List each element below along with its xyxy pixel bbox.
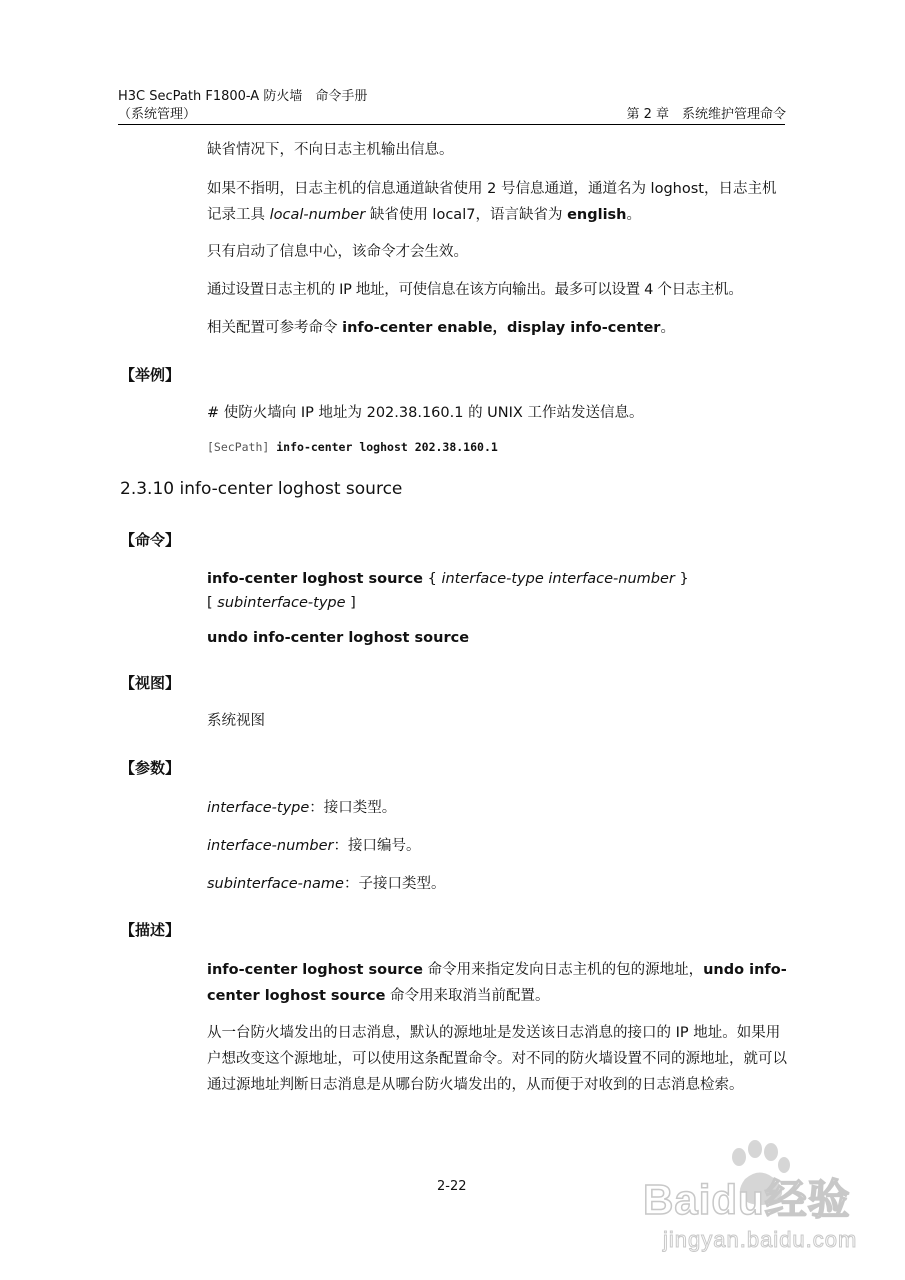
desc-text-a: 命令用来指定发向日志主机的包的源地址， (423, 962, 704, 978)
related-text-a: 相关配置可参考命令 (207, 320, 343, 336)
baidu-watermark (635, 1135, 865, 1260)
command-bracket-open: [ (207, 595, 218, 611)
param-desc: ：接口编号。 (333, 838, 421, 854)
header-part: （系统管理） (118, 107, 197, 122)
view-heading: 【视图】 (120, 674, 181, 692)
paragraph-channel-text-c: 。 (626, 207, 641, 223)
paragraph-channel (207, 176, 787, 228)
paragraph-default: 缺省情况下，不向日志主机输出信息。 (207, 142, 454, 158)
header-chapter: 第 2 章 系统维护管理命令 (626, 107, 786, 122)
paragraph-channel-text-b: 缺省使用 local7，语言缺省为 (365, 207, 568, 223)
param-name: interface-type (207, 800, 310, 816)
paragraph-ip-address: 通过设置日志主机的 IP 地址，可使信息在该方向输出。最多可以设置 4 个日志主机。 (207, 282, 743, 298)
param-name: interface-number (207, 838, 334, 854)
param-local-number: local-number (269, 207, 366, 223)
related-commands: info-center enable，display info-center (342, 320, 661, 336)
paragraph-channel-text-a: 如果不指明，日志主机的信息通道缺省使用 2 号信息通道，通道名为 loghost，日志主机记录工具 (207, 181, 777, 223)
description-paragraph-1 (207, 957, 787, 1009)
undo-command: undo info-center loghost source (207, 630, 470, 646)
view-text: 系统视图 (207, 713, 265, 729)
command-param-interface: interface-type interface-number (441, 571, 675, 587)
example-code (207, 440, 498, 454)
param-item (207, 833, 787, 859)
example-heading: 【举例】 (120, 366, 181, 384)
page-number: 2-22 (437, 1179, 467, 1194)
command-brace-close: } (674, 571, 689, 587)
header-product: H3C SecPath F1800-A 防火墙 命令手册 (118, 89, 368, 104)
paragraph-related-commands (207, 315, 787, 341)
command-brace-open: { (423, 571, 442, 587)
code-prompt: [SecPath] (207, 440, 270, 454)
paragraph-info-center-required: 只有启动了信息中心，该命令才会生效。 (207, 244, 468, 260)
param-name: subinterface-name (207, 876, 344, 892)
command-bracket-close: ] (345, 595, 356, 611)
description-heading: 【描述】 (120, 921, 181, 939)
watermark-url: jingyan.baidu.com (663, 1227, 858, 1252)
header-divider (118, 124, 785, 125)
param-desc: ：子接口类型。 (343, 876, 446, 892)
command-syntax (207, 567, 787, 615)
param-item (207, 871, 787, 897)
command-heading: 【命令】 (120, 531, 181, 549)
keyword-english: english (567, 207, 627, 223)
related-text-c: 。 (660, 320, 675, 336)
desc-command: info-center loghost source (207, 962, 423, 978)
param-item (207, 795, 787, 821)
params-heading: 【参数】 (120, 759, 181, 777)
code-command: info-center loghost 202.38.160.1 (276, 440, 498, 454)
desc-undo-command: undo info-center loghost source (207, 962, 787, 1004)
section-title: 2.3.10 info-center loghost source (120, 479, 403, 499)
command-name: info-center loghost source (207, 571, 423, 587)
watermark-brand: Baidu经验 (643, 1176, 851, 1223)
param-desc: ：接口类型。 (309, 800, 397, 816)
description-paragraph-2: 从一台防火墙发出的日志消息，默认的源地址是发送该日志消息的接口的 IP 地址。如果用户想改变这个源地址，可以使用这条配置命令。对不同的防火墙设置不同的源地址，就可以通过源地址判断日志消息是从哪台防火墙发出的，从而便于对收到的日志消息检索。 (207, 1025, 787, 1093)
desc-text-b: 命令用来取消当前配置。 (385, 988, 550, 1004)
example-description: # 使防火墙向 IP 地址为 202.38.160.1 的 UNIX 工作站发送信息。 (207, 405, 644, 421)
command-param-subinterface: subinterface-type (217, 595, 346, 611)
